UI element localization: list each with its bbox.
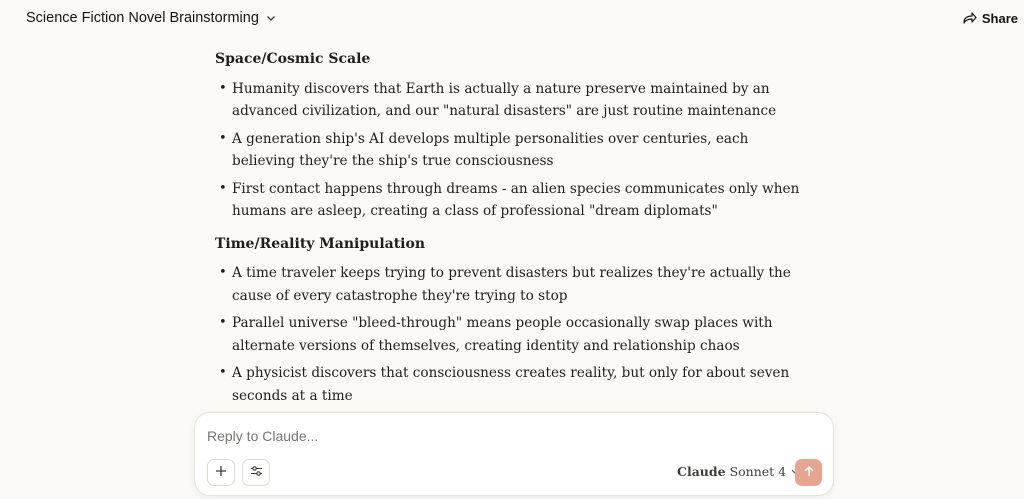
reply-composer — [194, 412, 834, 496]
share-arrow-icon — [962, 11, 977, 25]
share-button[interactable] — [962, 11, 1020, 26]
reply-input[interactable] — [207, 424, 807, 448]
bullet-list — [215, 262, 815, 407]
model-brand: Claude — [677, 464, 726, 479]
list-item: • Humanity discovers that Earth is actually a nature preserve maintained by an advanced civilization, and our "natural disasters" are just routine maintenance — [215, 78, 815, 123]
conversation-title-dropdown[interactable] — [26, 10, 277, 26]
model-selector[interactable] — [677, 464, 799, 479]
share-label: Share — [981, 10, 1018, 26]
list-item: • A physicist discovers that consciousness creates reality, but only for about seven seconds at a time — [215, 362, 815, 407]
conversation-title: Science Fiction Novel Brainstorming — [26, 10, 259, 26]
tools-button[interactable] — [242, 459, 270, 486]
chevron-down-icon — [265, 12, 277, 24]
send-button[interactable] — [795, 459, 822, 486]
plus-icon — [215, 464, 227, 482]
bullet-list — [215, 78, 815, 223]
section-heading: Time/Reality Manipulation — [215, 235, 426, 252]
list-item: • A time traveler keeps trying to prevent disasters but realizes they're actually the cause of every catastrophe they're trying to stop — [215, 262, 815, 307]
top-bar — [0, 0, 1024, 36]
assistant-message — [215, 44, 815, 412]
sliders-icon — [250, 464, 263, 482]
list-item: • First contact happens through dreams - an alien species communicates only when humans are asleep, creating a class of professional "dream diplomats" — [215, 178, 815, 223]
list-item: • Parallel universe "bleed-through" means people occasionally swap places with alternate versions of themselves, creating identity and relationship chaos — [215, 312, 815, 357]
section-heading: Space/Cosmic Scale — [215, 51, 371, 67]
list-item: • A generation ship's AI develops multiple personalities over centuries, each believing they're the ship's true consciousness — [215, 128, 815, 173]
add-attachment-button[interactable] — [207, 459, 235, 486]
arrow-up-icon — [803, 464, 815, 482]
model-version: Sonnet 4 — [729, 464, 787, 479]
